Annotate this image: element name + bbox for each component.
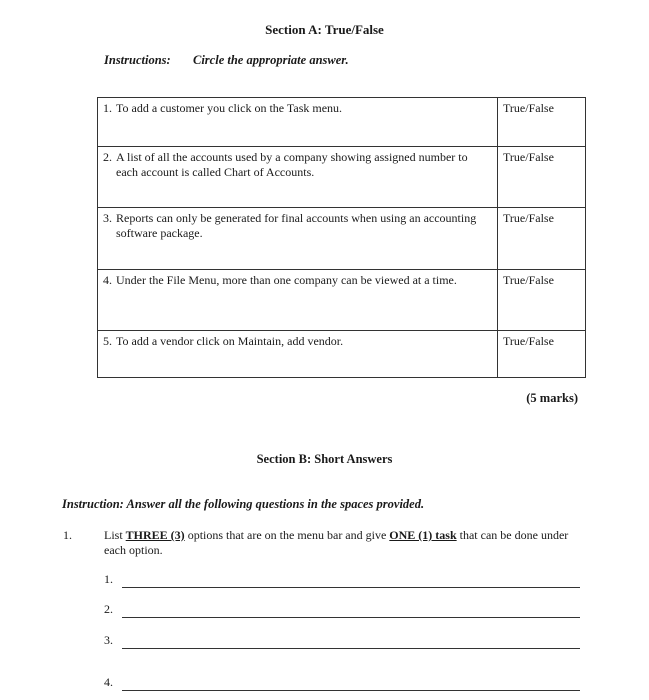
answer-line-number: 2.	[104, 602, 113, 616]
answer-cell[interactable]: True/False	[498, 270, 586, 331]
question-text: To add a vendor click on Maintain, add vendor.	[116, 334, 344, 348]
question-number: 1.	[63, 528, 72, 542]
question-text-part: options that are on the menu bar and give	[184, 528, 390, 542]
question-cell	[98, 208, 498, 270]
table-row	[98, 98, 586, 147]
answer-line-number: 1.	[104, 572, 113, 586]
table-row	[98, 147, 586, 208]
question-text: A list of all the accounts used by a company showing assigned number to each account is called Chart of Accounts.	[116, 150, 468, 179]
question-number: 4.	[103, 273, 112, 287]
answer-rule	[122, 648, 580, 649]
answer-line[interactable]	[104, 633, 580, 649]
table-row	[98, 208, 586, 270]
true-false-table	[97, 97, 586, 378]
answer-line[interactable]	[104, 602, 580, 618]
question-number: 1.	[103, 101, 112, 115]
question-number: 5.	[103, 334, 112, 348]
question-emphasis: ONE (1) task	[389, 528, 457, 542]
table-row	[98, 270, 586, 331]
answer-line[interactable]	[104, 572, 580, 588]
answer-rule	[122, 587, 580, 588]
section-a-title: Section A: True/False	[265, 22, 384, 37]
section-b-title: Section B: Short Answers	[256, 452, 393, 466]
question-number: 3.	[103, 211, 112, 225]
answer-rule	[122, 690, 580, 691]
short-answer-question	[104, 528, 574, 558]
question-cell	[98, 331, 498, 378]
answer-line-number: 4.	[104, 675, 113, 689]
table-row	[98, 331, 586, 378]
section-b-instruction: Instruction: Answer all the following questions in the spaces provided.	[62, 497, 425, 511]
instructions-label: Instructions:	[104, 53, 171, 67]
answer-cell[interactable]: True/False	[498, 331, 586, 378]
question-text: To add a customer you click on the Task menu.	[116, 101, 343, 115]
question-number: 2.	[103, 150, 112, 164]
question-emphasis: THREE (3)	[125, 528, 185, 542]
question-text-part: that can be done under each option.	[104, 528, 569, 557]
answer-cell[interactable]: True/False	[498, 147, 586, 208]
question-cell	[98, 270, 498, 331]
answer-line[interactable]	[104, 675, 580, 691]
answer-rule	[122, 617, 580, 618]
question-text: Reports can only be generated for final accounts when using an accounting software package.	[116, 211, 477, 240]
question-text: Under the File Menu, more than one company can be viewed at a time.	[116, 273, 457, 287]
instructions-text: Circle the appropriate answer.	[193, 53, 349, 67]
answer-cell[interactable]: True/False	[498, 208, 586, 270]
answer-line-number: 3.	[104, 633, 113, 647]
question-cell	[98, 98, 498, 147]
marks-label: (5 marks)	[526, 391, 578, 405]
question-cell	[98, 147, 498, 208]
question-text-part: List	[104, 528, 126, 542]
answer-cell[interactable]: True/False	[498, 98, 586, 147]
